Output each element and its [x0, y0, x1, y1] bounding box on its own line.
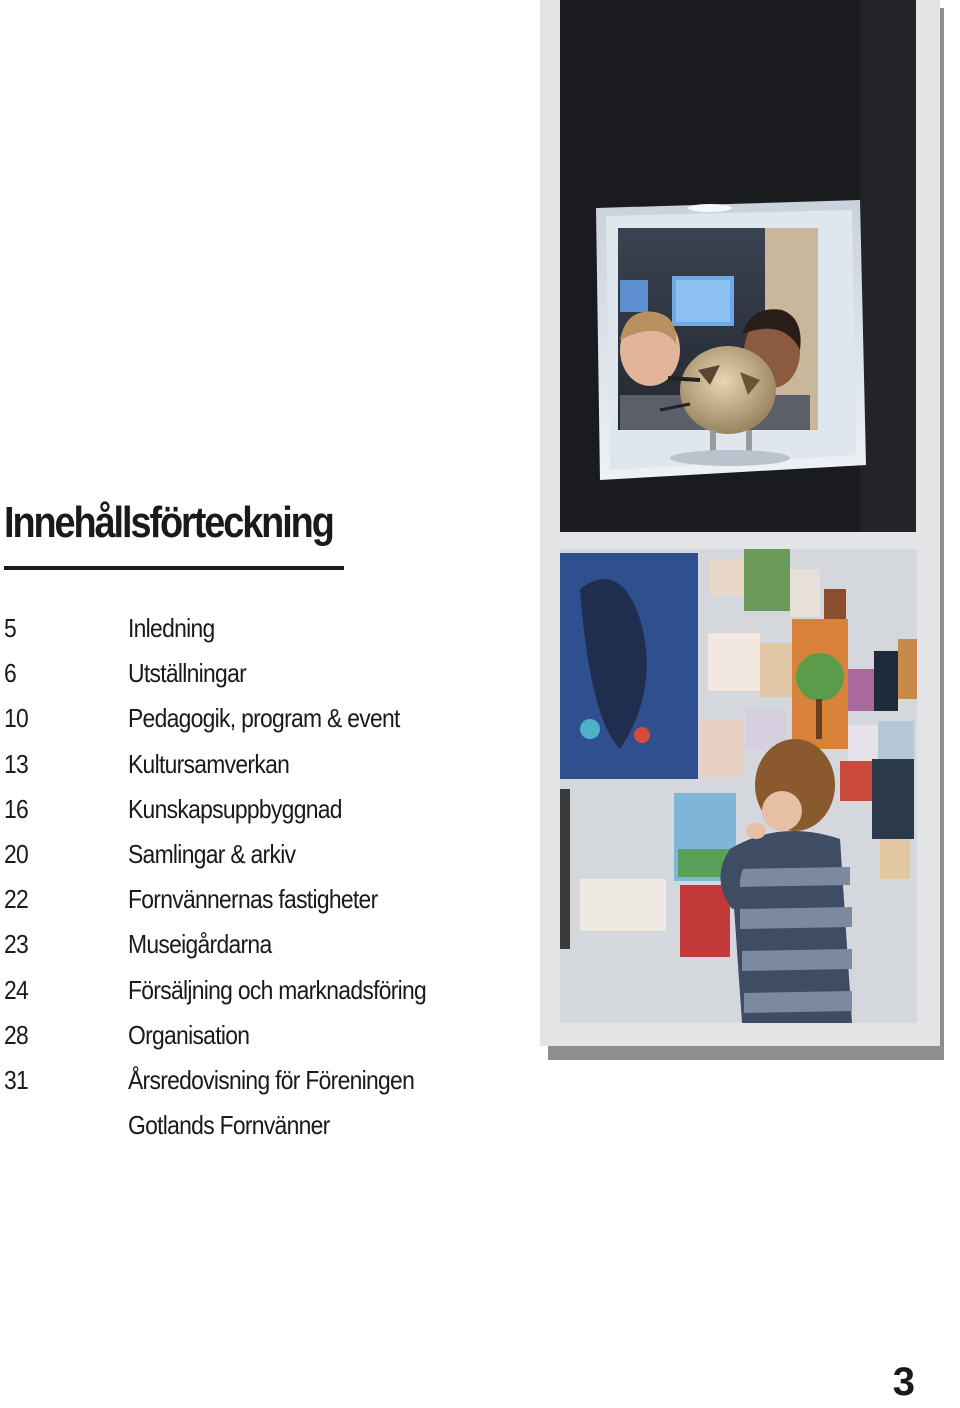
toc-item[interactable] — [0, 968, 520, 1013]
toc-page-number: 16 — [4, 793, 29, 824]
toc-item[interactable] — [0, 606, 520, 651]
toc-title: Kunskapsuppbyggnad — [128, 793, 342, 824]
toc-page-number: 20 — [4, 838, 29, 869]
toc-title: Organisation — [128, 1019, 250, 1050]
toc-item[interactable] — [0, 1013, 520, 1058]
toc-title: Samlingar & arkiv — [128, 838, 296, 869]
heading-rule — [4, 566, 344, 570]
toc-page-number: 31 — [4, 1064, 29, 1095]
toc-item[interactable] — [0, 832, 520, 877]
toc-item[interactable] — [0, 922, 520, 967]
toc-title: Pedagogik, program & event — [128, 703, 400, 734]
photo-child-drawings — [560, 549, 917, 1023]
table-of-contents — [0, 606, 520, 1148]
toc-page-number: 5 — [4, 613, 17, 643]
toc-title: Fornvännernas fastigheter — [128, 884, 378, 915]
toc-item[interactable] — [0, 742, 520, 787]
toc-page-number: 24 — [4, 974, 29, 1005]
toc-item[interactable] — [0, 1058, 520, 1103]
toc-item[interactable] — [0, 877, 520, 922]
toc-title-continuation: Gotlands Fornvänner — [128, 1110, 330, 1141]
toc-page-number: 28 — [4, 1019, 29, 1050]
toc-title: Museigårdarna — [128, 929, 272, 960]
toc-item[interactable] — [0, 651, 520, 696]
toc-title: Årsredovisning för Föreningen — [128, 1064, 415, 1095]
toc-item-continuation — [0, 1103, 520, 1148]
toc-title: Inledning — [128, 613, 215, 643]
page-title: Innehållsförteckning — [4, 498, 333, 547]
toc-page-number: 13 — [4, 748, 29, 779]
photo-skull-exhibit — [560, 0, 916, 532]
page-number: 3 — [892, 1360, 914, 1404]
toc-page-number: 22 — [4, 884, 29, 915]
toc-item[interactable] — [0, 696, 520, 741]
toc-page-number: 6 — [4, 658, 17, 689]
toc-title: Försäljning och marknadsföring — [128, 974, 427, 1005]
toc-page-number: 10 — [4, 703, 29, 734]
toc-title: Kultursamverkan — [128, 748, 290, 779]
toc-page-number: 23 — [4, 929, 29, 960]
toc-item[interactable] — [0, 787, 520, 832]
toc-title: Utställningar — [128, 658, 247, 689]
